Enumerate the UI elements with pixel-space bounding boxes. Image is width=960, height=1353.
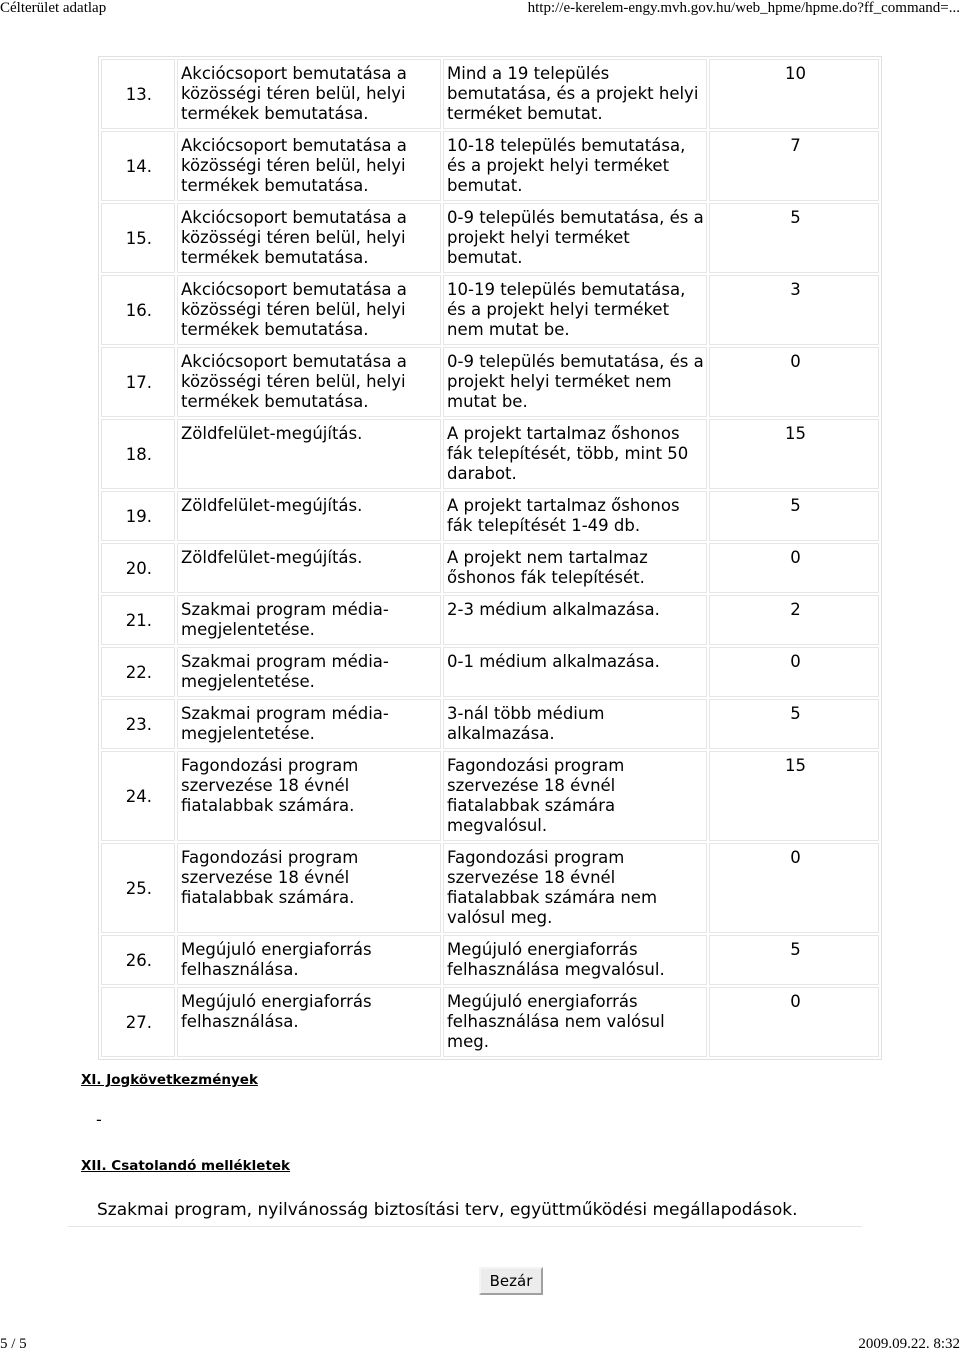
condition-cell: A projekt tartalmaz őshonos fák telepítését, több, mint 50 darabot. [443, 419, 707, 489]
table-row [101, 843, 879, 933]
points-cell: 5 [709, 935, 879, 985]
table-row [101, 935, 879, 985]
print-timestamp: 2009.09.22. 8:32 [858, 1336, 960, 1352]
condition-cell: Mind a 19 település bemutatása, és a projekt helyi terméket bemutat. [443, 59, 707, 129]
condition-cell: 0-9 település bemutatása, és a projekt helyi terméket nem mutat be. [443, 347, 707, 417]
section-jogkovetkezmenyek-title: XI. Jogkövetkezmények [81, 1072, 258, 1088]
points-cell: 0 [709, 843, 879, 933]
condition-cell: 3-nál több médium alkalmazása. [443, 699, 707, 749]
close-button[interactable]: Bezár [479, 1267, 543, 1295]
criterion-cell: Szakmai program média-megjelentetése. [177, 595, 441, 645]
row-number: 14. [101, 131, 175, 201]
points-cell: 0 [709, 647, 879, 697]
row-number: 23. [101, 699, 175, 749]
condition-cell: 10-19 település bemutatása, és a projekt helyi terméket nem mutat be. [443, 275, 707, 345]
points-cell: 0 [709, 987, 879, 1057]
condition-cell: 2-3 médium alkalmazása. [443, 595, 707, 645]
condition-cell: 0-1 médium alkalmazása. [443, 647, 707, 697]
points-cell: 15 [709, 419, 879, 489]
criterion-cell: Akciócsoport bemutatása a közösségi téren belül, helyi termékek bemutatása. [177, 131, 441, 201]
row-number: 26. [101, 935, 175, 985]
table-row [101, 347, 879, 417]
criterion-cell: Megújuló energiaforrás felhasználása. [177, 987, 441, 1057]
row-number: 15. [101, 203, 175, 273]
criterion-cell: Fagondozási program szervezése 18 évnél fiatalabbak számára. [177, 751, 441, 841]
criterion-cell: Zöldfelület-megújítás. [177, 491, 441, 541]
condition-cell: A projekt nem tartalmaz őshonos fák telepítését. [443, 543, 707, 593]
row-number: 25. [101, 843, 175, 933]
row-number: 19. [101, 491, 175, 541]
criterion-cell: Akciócsoport bemutatása a közösségi téren belül, helyi termékek bemutatása. [177, 59, 441, 129]
condition-cell: Fagondozási program szervezése 18 évnél fiatalabbak számára nem valósul meg. [443, 843, 707, 933]
row-number: 27. [101, 987, 175, 1057]
points-cell: 0 [709, 543, 879, 593]
row-number: 21. [101, 595, 175, 645]
criterion-cell: Zöldfelület-megújítás. [177, 543, 441, 593]
row-number: 24. [101, 751, 175, 841]
table-body [101, 59, 879, 1057]
table-row [101, 203, 879, 273]
table-row [101, 751, 879, 841]
points-cell: 7 [709, 131, 879, 201]
attachments-text: Szakmai program, nyilvánosság biztosítási terv, együttműködési megállapodások. [97, 1200, 798, 1220]
row-number: 22. [101, 647, 175, 697]
page-number: 5 / 5 [0, 1336, 27, 1352]
condition-cell: A projekt tartalmaz őshonos fák telepítését 1-49 db. [443, 491, 707, 541]
points-cell: 5 [709, 203, 879, 273]
table-row [101, 275, 879, 345]
condition-cell: 10-18 település bemutatása, és a projekt helyi terméket bemutat. [443, 131, 707, 201]
table-row [101, 699, 879, 749]
criterion-cell: Akciócsoport bemutatása a közösségi téren belül, helyi termékek bemutatása. [177, 347, 441, 417]
table-row [101, 59, 879, 129]
scoring-criteria-table [98, 56, 882, 1060]
section-jogkovetkezmenyek-content: - [96, 1110, 102, 1129]
table-row [101, 131, 879, 201]
condition-cell: Fagondozási program szervezése 18 évnél fiatalabbak számára megvalósul. [443, 751, 707, 841]
section-csatolando-mellekletek-title: XII. Csatolandó mellékletek [81, 1158, 291, 1174]
table-row [101, 595, 879, 645]
criterion-cell: Akciócsoport bemutatása a közösségi téren belül, helyi termékek bemutatása. [177, 203, 441, 273]
table-row [101, 543, 879, 593]
criterion-cell: Szakmai program média-megjelentetése. [177, 647, 441, 697]
points-cell: 2 [709, 595, 879, 645]
points-cell: 3 [709, 275, 879, 345]
criterion-cell: Megújuló energiaforrás felhasználása. [177, 935, 441, 985]
criterion-cell: Akciócsoport bemutatása a közösségi téren belül, helyi termékek bemutatása. [177, 275, 441, 345]
page-title: Célterület adatlap [0, 0, 107, 16]
table-row [101, 491, 879, 541]
table-row [101, 419, 879, 489]
row-number: 17. [101, 347, 175, 417]
condition-cell: Megújuló energiaforrás felhasználása megvalósul. [443, 935, 707, 985]
table-row [101, 647, 879, 697]
points-cell: 0 [709, 347, 879, 417]
criterion-cell: Zöldfelület-megújítás. [177, 419, 441, 489]
condition-cell: 0-9 település bemutatása, és a projekt helyi terméket bemutat. [443, 203, 707, 273]
points-cell: 5 [709, 699, 879, 749]
attachments-box [68, 1192, 862, 1227]
points-cell: 15 [709, 751, 879, 841]
points-cell: 10 [709, 59, 879, 129]
row-number: 20. [101, 543, 175, 593]
row-number: 18. [101, 419, 175, 489]
criterion-cell: Fagondozási program szervezése 18 évnél fiatalabbak számára. [177, 843, 441, 933]
condition-cell: Megújuló energiaforrás felhasználása nem valósul meg. [443, 987, 707, 1057]
points-cell: 5 [709, 491, 879, 541]
row-number: 13. [101, 59, 175, 129]
page-url: http://e-kerelem-engy.mvh.gov.hu/web_hpme/hpme.do?ff_command=... [527, 0, 960, 16]
criterion-cell: Szakmai program média-megjelentetése. [177, 699, 441, 749]
row-number: 16. [101, 275, 175, 345]
table-row [101, 987, 879, 1057]
